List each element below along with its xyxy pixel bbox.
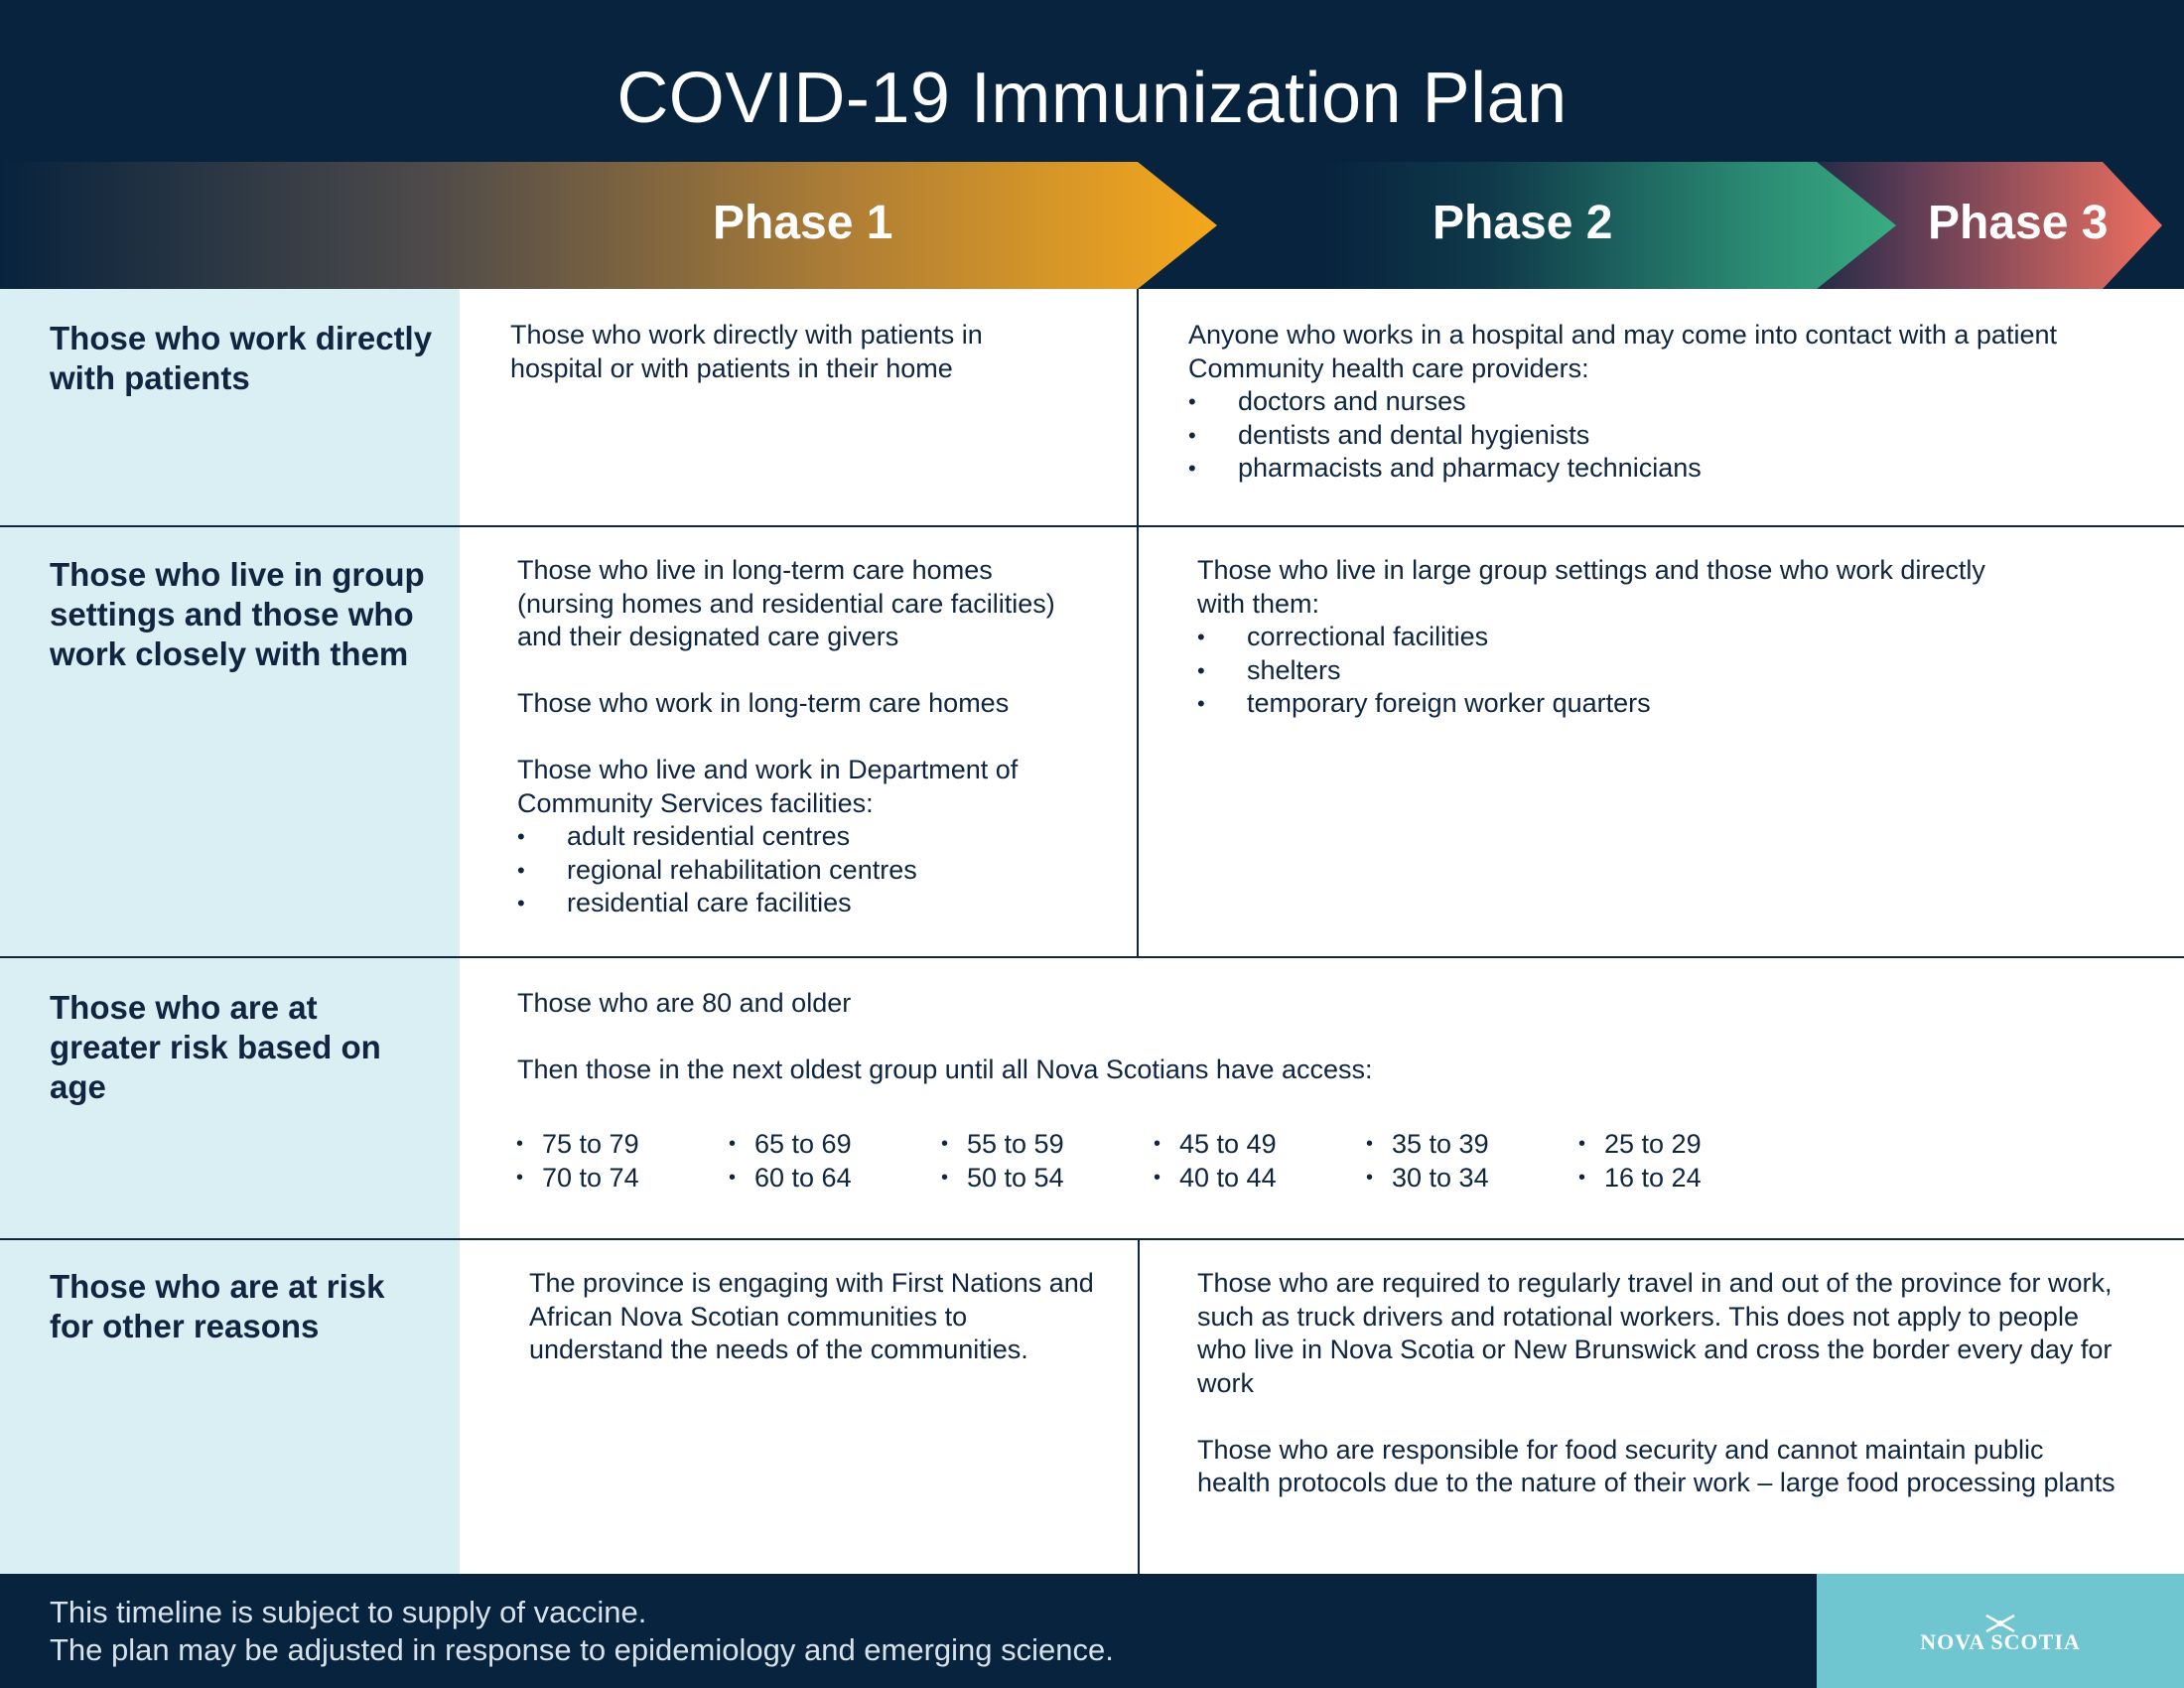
- list-item: • 70 to 74: [516, 1161, 715, 1195]
- list-item: • 55 to 59: [941, 1127, 1140, 1161]
- row3-all-phases-cell: [517, 987, 2106, 1087]
- phase-2-label: Phase 2: [1433, 197, 1613, 249]
- cell-text: Those who work in long-term care homes: [517, 688, 1010, 718]
- row2-phase1-cell: [517, 554, 1093, 920]
- list-item: • 65 to 69: [729, 1127, 927, 1161]
- age-column: [941, 1127, 1140, 1195]
- list-item: • pharmacists and pharmacy technicians: [1188, 452, 2141, 486]
- bullet-list: [517, 820, 1093, 920]
- phase-1-label: Phase 1: [713, 197, 893, 249]
- age-column: [729, 1127, 927, 1195]
- cell-text: Those who are required to regularly travel in and out of the province for work, such as truck drivers and rotational workers. This does not apply to people who live in Nova Scotia or New Brunswick and cross the border every day for work: [1197, 1268, 2113, 1398]
- list-item: • 50 to 54: [941, 1161, 1140, 1195]
- age-column: [1578, 1127, 1777, 1195]
- age-column: [516, 1127, 715, 1195]
- row-other-risk: [0, 1240, 2184, 1574]
- age-column: [1154, 1127, 1352, 1195]
- list-item: • 40 to 44: [1154, 1161, 1352, 1195]
- row-label: Those who are at greater risk based on age: [50, 989, 381, 1105]
- footer-line: This timeline is subject to supply of vaccine.: [50, 1595, 647, 1629]
- footer-note: [50, 1594, 1114, 1669]
- list-item: • 75 to 79: [516, 1127, 715, 1161]
- row1-phase1-cell: [510, 319, 1046, 385]
- list-item: • correctional facilities: [1197, 621, 2031, 654]
- cell-text: Community health care providers:: [1188, 352, 1589, 383]
- nova-scotia-logo: [1817, 1614, 2184, 1655]
- cell-text: Those who live in long-term care homes (nursing homes and residential care facilities) and their designated care givers: [517, 555, 1055, 651]
- phase-3-label: Phase 3: [1928, 197, 2109, 249]
- page-title: COVID-19 Immunization Plan: [616, 59, 1568, 138]
- row-age: [0, 958, 2184, 1238]
- list-item: • adult residential centres: [517, 820, 1093, 854]
- bullet-list: [1188, 385, 2141, 486]
- column-divider: [1138, 1240, 1140, 1574]
- cell-text: Those who live in large group settings and those who work directly with them:: [1197, 555, 1985, 619]
- row4-phase2-cell: [1197, 1267, 2120, 1500]
- row1-phase2-cell: [1188, 319, 2141, 486]
- list-item: • 25 to 29: [1578, 1127, 1777, 1161]
- row-group-settings: [0, 527, 2184, 956]
- list-item: • doctors and nurses: [1188, 385, 2141, 419]
- cell-text: Anyone who works in a hospital and may come into contact with a patient: [1188, 320, 2057, 350]
- cell-text: Those who work directly with patients in hospital or with patients in their home: [510, 320, 983, 383]
- list-item: • shelters: [1197, 654, 2031, 688]
- list-item: • 60 to 64: [729, 1161, 927, 1195]
- row-label: Those who live in group settings and those who work closely with them: [50, 556, 425, 672]
- cell-text: Those who are 80 and older: [517, 988, 852, 1018]
- row2-phase2-cell: [1197, 554, 2031, 721]
- list-item: • residential care facilities: [517, 887, 1093, 920]
- logo-wordmark: NOVA SCOTIA: [1920, 1629, 2081, 1654]
- row-patients: [0, 289, 2184, 525]
- footer-line: The plan may be adjusted in response to epidemiology and emerging science.: [50, 1632, 1114, 1667]
- list-item: • regional rehabilitation centres: [517, 854, 1093, 888]
- cell-text: Then those in the next oldest group until all Nova Scotians have access:: [517, 1055, 1373, 1084]
- cell-text: The province is engaging with First Nations and African Nova Scotian communities to understand the needs of the communities.: [529, 1268, 1094, 1364]
- bullet-list: [1197, 621, 2031, 721]
- row-label: Those who work directly with patients: [50, 320, 433, 396]
- list-item: • 16 to 24: [1578, 1161, 1777, 1195]
- phase-timeline: [0, 162, 2184, 289]
- list-item: • 35 to 39: [1366, 1127, 1565, 1161]
- cell-text: Those who live and work in Department of Community Services facilities:: [517, 755, 1019, 818]
- row-label: Those who are at risk for other reasons: [50, 1268, 385, 1344]
- cell-text: Those who are responsible for food security and cannot maintain public health protocols due to the nature of their work – large food processing plants: [1197, 1434, 2116, 1497]
- logo-panel: [1817, 1574, 2184, 1688]
- footer: [0, 1574, 1817, 1688]
- column-divider: [1137, 289, 1139, 956]
- list-item: • 45 to 49: [1154, 1127, 1352, 1161]
- list-item: • temporary foreign worker quarters: [1197, 687, 2031, 721]
- age-column: [1366, 1127, 1565, 1195]
- row4-phase1-cell: [529, 1267, 1105, 1367]
- phase-1-arrow: [0, 162, 1217, 289]
- list-item: • dentists and dental hygienists: [1188, 419, 2141, 453]
- list-item: • 30 to 34: [1366, 1161, 1565, 1195]
